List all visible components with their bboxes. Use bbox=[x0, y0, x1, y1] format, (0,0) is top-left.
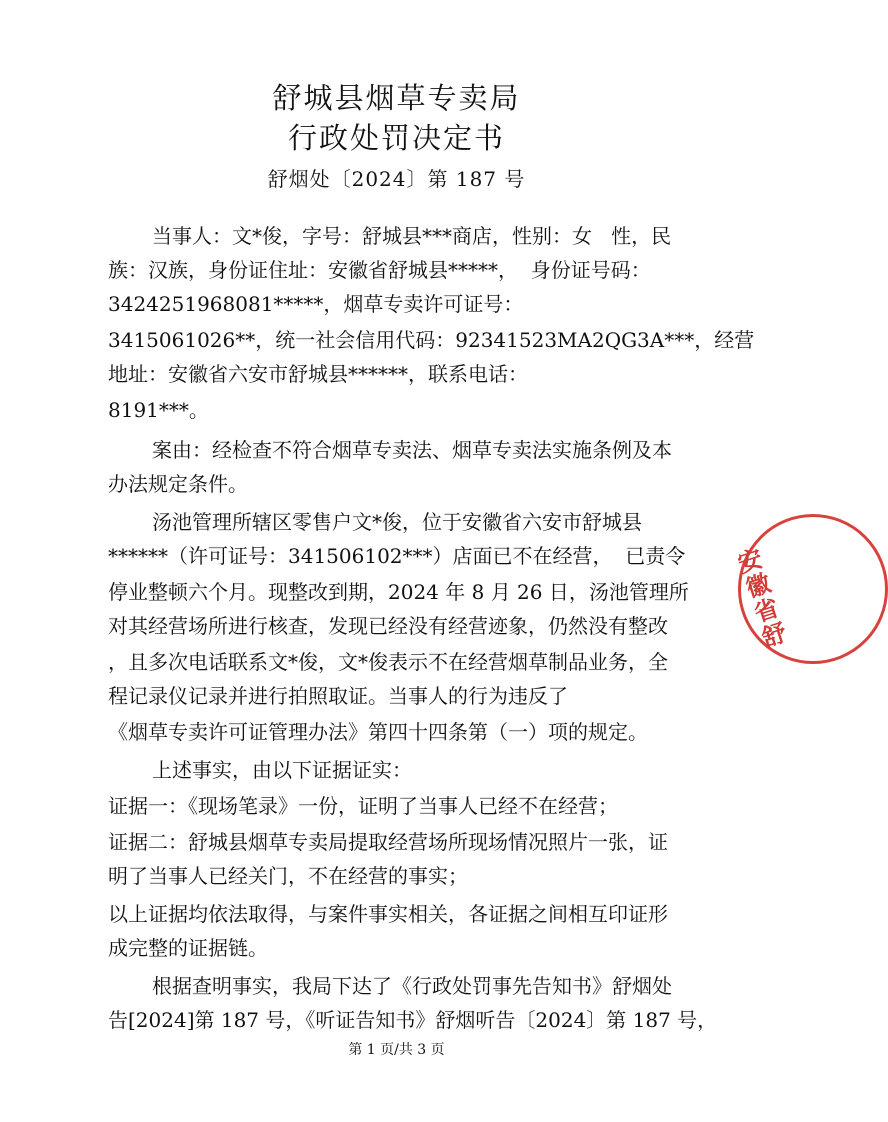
body-line: 族：汉族，身份证住址：安徽省舒城县*****， 身份证号码： bbox=[108, 258, 651, 282]
body-line: 8191***。 bbox=[108, 398, 209, 422]
body-line: 告[2024]第 187 号，《听证告知书》舒烟听告〔2024〕第 187 号， bbox=[108, 1008, 718, 1032]
body-line: ******（许可证号：341506102***）店面已不在经营， 已责令 bbox=[108, 544, 686, 568]
body-line: 汤池管理所辖区零售户文*俊，位于安徽省六安市舒城县 bbox=[152, 510, 642, 534]
body-line: 3415061026**，统一社会信用代码：92341523MA2QG3A***，经营 bbox=[108, 328, 755, 352]
body-line: ，且多次电话联系文*俊，文*俊表示不在经营烟草制品业务，全 bbox=[108, 650, 668, 674]
document-title-line2: 行政处罚决定书 bbox=[287, 121, 505, 155]
page-footer: 第 1 页/共 3 页 bbox=[348, 1042, 445, 1058]
body-line: 3424251968081*****，烟草专卖许可证号： bbox=[108, 292, 524, 316]
body-line: 对其经营场所进行核查，发现已经没有经营迹象，仍然没有整改 bbox=[108, 614, 668, 638]
body-line: 根据查明事实，我局下达了《行政处罚事先告知书》舒烟处 bbox=[152, 974, 672, 998]
body-line: 办法规定条件。 bbox=[108, 472, 248, 496]
body-line: 上述事实，由以下证据证实： bbox=[152, 758, 412, 782]
body-line: 以上证据均依法取得，与案件事实相关，各证据之间相互印证形 bbox=[108, 902, 668, 926]
body-line: 明了当事人已经关门，不在经营的事实； bbox=[108, 864, 468, 888]
official-seal bbox=[730, 514, 888, 664]
document-number: 舒烟处〔2024〕第 187 号 bbox=[267, 167, 526, 191]
document-title-line1: 舒城县烟草专卖局 bbox=[272, 81, 521, 115]
body-line: 案由：经检查不符合烟草专卖法、烟草专卖法实施条例及本 bbox=[152, 438, 672, 462]
body-line: 证据二：舒城县烟草专卖局提取经营场所现场情况照片一张，证 bbox=[108, 830, 668, 854]
body-line: 当事人：文*俊，字号：舒城县***商店，性别：女 性，民 bbox=[152, 224, 672, 248]
body-line: 程记录仪记录并进行拍照取证。当事人的行为违反了 bbox=[108, 684, 568, 708]
seal-text: 安徽省舒 bbox=[730, 545, 790, 653]
body-line: 停业整顿六个月。现整改到期，2024 年 8 月 26 日，汤池管理所 bbox=[108, 580, 689, 604]
body-line: 证据一：《现场笔录》一份，证明了当事人已经不在经营； bbox=[108, 794, 618, 818]
body-line: 《烟草专卖许可证管理办法》第四十四条第（一）项的规定。 bbox=[108, 720, 648, 744]
body-line: 成完整的证据链。 bbox=[108, 936, 268, 960]
body-line: 地址：安徽省六安市舒城县******，联系电话： bbox=[108, 362, 528, 386]
